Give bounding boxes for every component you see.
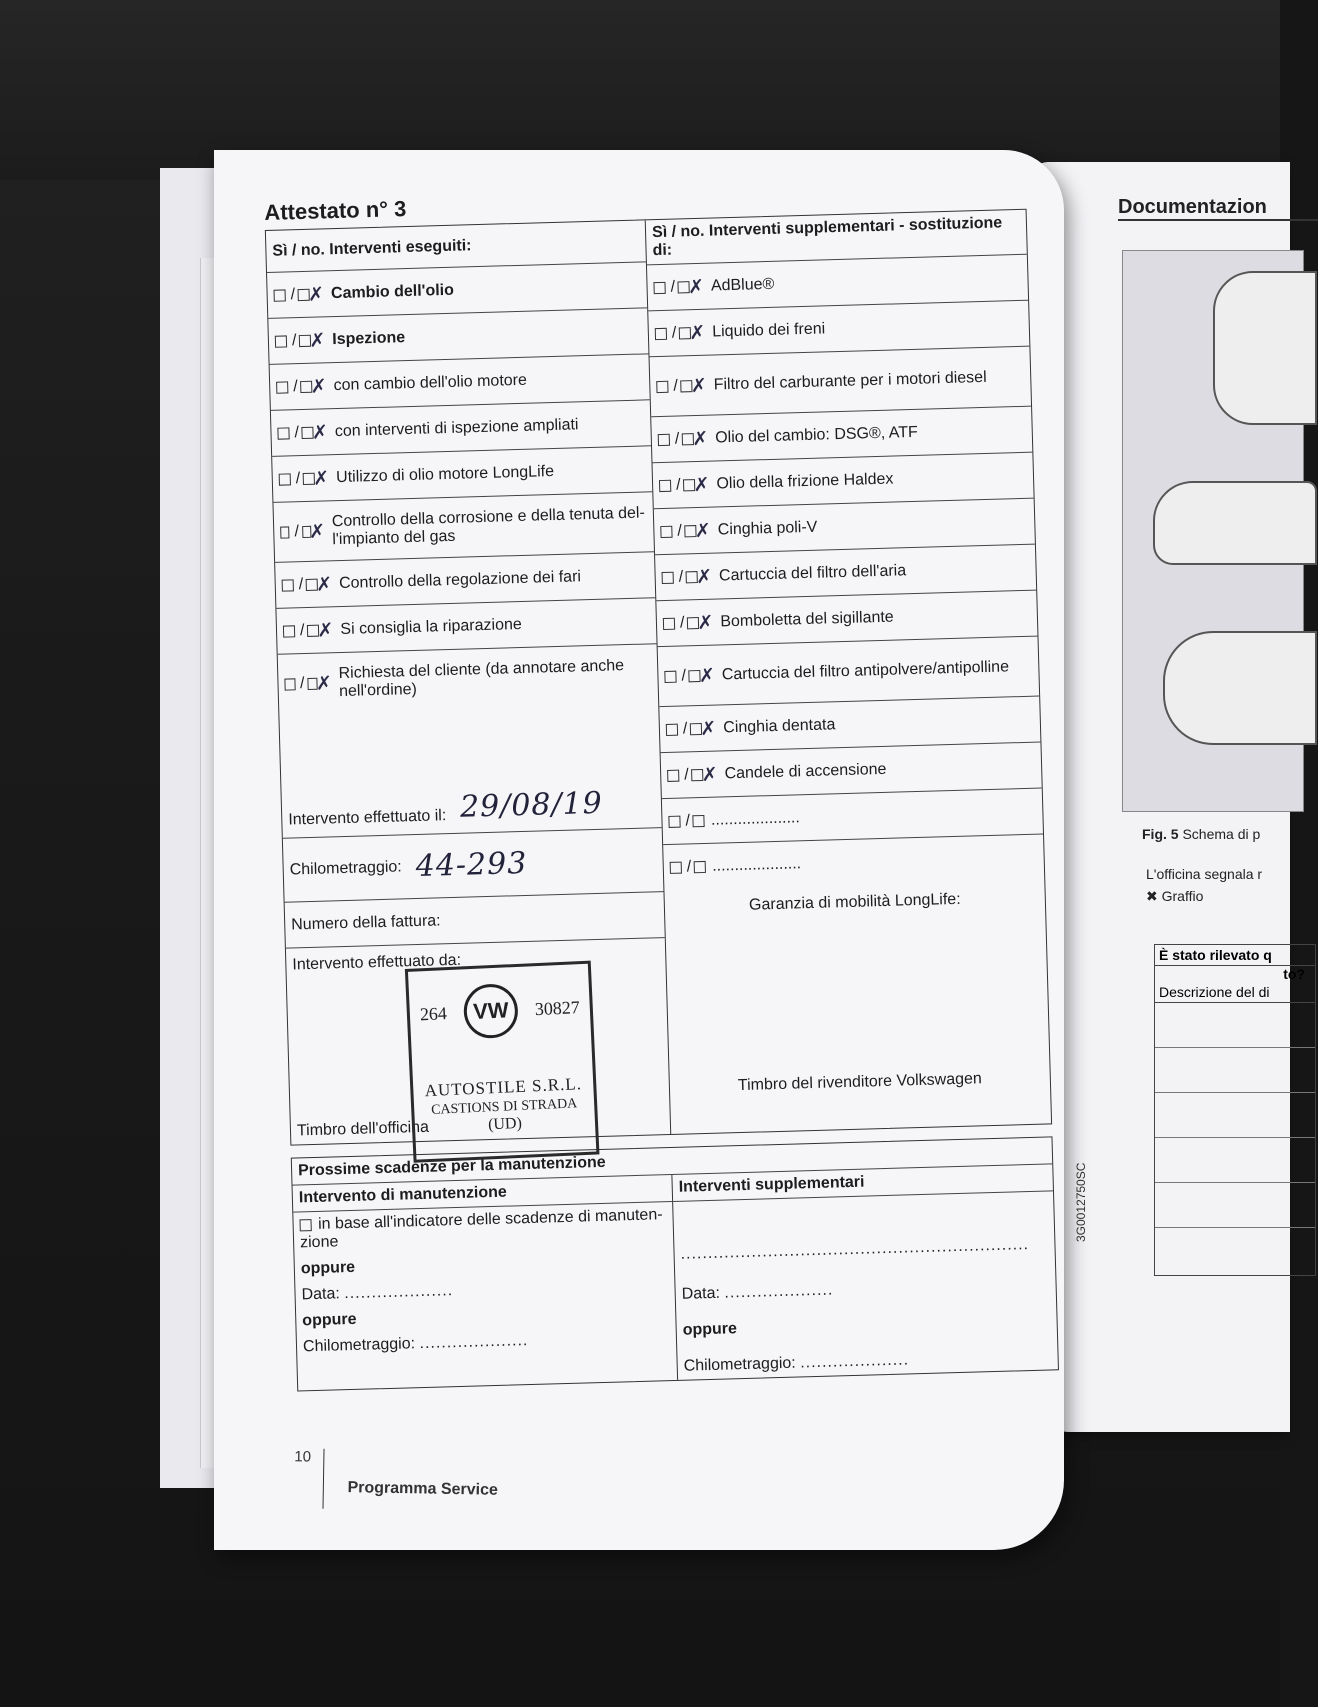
checklist-item-label: Ispezione (332, 328, 406, 348)
workshop-stamp (405, 961, 600, 1163)
checkbox-yes-icon[interactable] (659, 479, 671, 491)
checklist-item (273, 492, 654, 563)
oppure-2: oppure (302, 1310, 357, 1330)
checkbox-icon (299, 1219, 311, 1231)
damage-line (1155, 1048, 1315, 1093)
checkbox-yes-icon[interactable] (279, 473, 291, 485)
slash-separator: / (292, 377, 298, 395)
checklist-item-label: Cartuccia del filtro antipolvere/antipolline (721, 657, 1010, 683)
right-text-1: L'officina segnala r (1146, 866, 1263, 882)
handwritten-check-icon: ✗ (690, 374, 708, 397)
checkbox-no-icon[interactable] (694, 861, 706, 873)
slash-separator: / (295, 469, 301, 487)
mobility-cell (664, 880, 1050, 1101)
checklist-item-label: con cambio dell'olio motore (333, 371, 528, 394)
slash-separator: / (675, 475, 681, 494)
checkbox-yes-icon[interactable] (662, 571, 674, 583)
handwritten-check-icon: ✗ (315, 572, 333, 596)
checkbox-yes-icon[interactable] (273, 289, 285, 301)
handwritten-check-icon: ✗ (700, 717, 717, 740)
maintenance-sub-head: Intervento di manutenzione (293, 1175, 673, 1213)
car-top-icon (1163, 631, 1317, 745)
checkbox-yes-icon[interactable] (276, 381, 288, 393)
damage-line (1155, 1003, 1315, 1048)
dealer-stamp-label: Timbro del rivenditore Volkswagen (737, 1070, 983, 1095)
checkbox-yes-icon[interactable] (653, 281, 665, 293)
left-column (266, 220, 671, 1144)
checklist-item-label: Richiesta del cliente (da annotare anche nell'ordine) (338, 657, 625, 701)
right-text-2: ✖ Graffio (1146, 888, 1204, 904)
checklist-item-label: AdBlue® (710, 275, 775, 295)
next-maintenance-section (291, 1136, 1059, 1391)
date-cell (279, 704, 661, 839)
handwritten-check-icon: ✗ (695, 565, 713, 588)
checkbox-yes-icon[interactable] (658, 433, 670, 445)
damage-box-head2: to? (1283, 966, 1305, 982)
checklist-item-label: Candele di accensione (724, 760, 887, 782)
next-date: Data: .................... (301, 1282, 454, 1304)
right-column (646, 210, 1051, 1134)
stamp-left-number: 264 (419, 1002, 448, 1024)
checklist-item-label: Cambio dell'olio (330, 281, 455, 302)
checklist-item-label: .................... (711, 855, 802, 875)
slash-separator: / (670, 278, 676, 296)
handwritten-check-icon: ✗ (308, 519, 326, 543)
slash-separator: / (294, 423, 300, 441)
indicator-option: in base all'indicatore delle scadenze di manuten-zione (299, 1206, 663, 1252)
workshop-cell (286, 938, 670, 1145)
checkbox-yes-icon[interactable] (660, 525, 672, 537)
checklist-item-label: Olio della frizione Haldex (716, 470, 894, 492)
left-items (267, 262, 658, 714)
right-page (1030, 162, 1305, 1432)
checkbox-yes-icon[interactable] (282, 579, 294, 591)
checkbox-yes-icon[interactable] (667, 769, 679, 781)
page-footer (293, 1448, 498, 1512)
checkbox-no-icon[interactable] (693, 814, 705, 826)
invoice-label: Numero della fattura: (291, 911, 441, 934)
handwritten-check-icon: ✗ (701, 763, 718, 786)
car-rear-icon (1213, 271, 1317, 425)
right-items (647, 255, 1044, 891)
stamp-right-number: 30827 (534, 996, 581, 1019)
handwritten-check-icon: ✗ (687, 275, 705, 298)
right-page-title: Documentazion (1118, 196, 1318, 221)
checklist-item-label: Utilizzo di olio motore LongLife (335, 462, 555, 486)
slash-separator: / (682, 719, 688, 738)
slash-separator: / (298, 575, 304, 593)
next-km: Chilometraggio: .................... (302, 1332, 529, 1356)
date-handwritten: 29/08/19 (459, 785, 604, 825)
stamp-city: CASTIONS DI STRADA (430, 1096, 578, 1118)
stamp-name: AUTOSTILE S.R.L. (424, 1074, 583, 1101)
checklist-item (278, 644, 659, 715)
next-maintenance-left (293, 1175, 679, 1391)
slash-separator: / (679, 613, 685, 632)
checklist-item-label: Filtro del carburante per i motori diesel (713, 368, 987, 394)
checklist-item-label: Olio del cambio: DSG®, ATF (714, 423, 919, 446)
slash-separator: / (671, 324, 677, 342)
checkbox-yes-icon[interactable] (280, 526, 290, 538)
slash-separator: / (673, 377, 679, 395)
handwritten-check-icon: ✗ (312, 466, 330, 490)
supp-date: Data: .................... (681, 1281, 834, 1303)
slash-separator: / (290, 285, 296, 303)
service-booklet-page (214, 150, 1064, 1550)
handwritten-check-icon: ✗ (307, 282, 325, 306)
stamp-province: (UD) (487, 1114, 523, 1134)
car-diagram (1122, 250, 1304, 812)
checkbox-yes-icon[interactable] (277, 427, 289, 439)
right-column-head: Sì / no. Interventi supplementari - sostituzione di: (646, 210, 1027, 266)
checklist-item (658, 637, 1040, 708)
handwritten-check-icon: ✗ (694, 519, 712, 542)
damage-box (1154, 944, 1316, 1276)
checkbox-yes-icon[interactable] (283, 625, 295, 637)
checklist-item-label: Si consiglia la riparazione (340, 615, 522, 638)
page-number: 10 (293, 1448, 324, 1509)
checklist-item-label: Controllo della corrosione e della tenuta del-l'impianto del gas (331, 503, 646, 548)
oppure-3: oppure (682, 1320, 738, 1339)
damage-line (1155, 1183, 1315, 1228)
checkbox-yes-icon[interactable] (666, 723, 678, 735)
page-title: Attestato n° 3 (264, 196, 407, 225)
slash-separator: / (291, 331, 297, 349)
page-content (264, 179, 1057, 1392)
slash-separator: / (677, 521, 683, 540)
handwritten-check-icon: ✗ (693, 473, 710, 496)
date-label: Intervento effettuato il: (288, 807, 447, 829)
checklist-item-label: Liquido dei freni (711, 319, 826, 341)
damage-line (1155, 1138, 1315, 1183)
service-grid (265, 209, 1052, 1146)
handwritten-check-icon: ✗ (315, 672, 333, 695)
checklist-item-label: Cinghia dentata (723, 715, 836, 736)
handwritten-check-icon: ✗ (698, 664, 716, 687)
left-column-head: Sì / no. Interventi eseguiti: (266, 220, 646, 273)
figure-caption: Fig. 5 Schema di p (1142, 826, 1261, 842)
footer-text: Programma Service (347, 1479, 498, 1499)
checkbox-yes-icon[interactable] (670, 862, 682, 874)
checkbox-yes-icon[interactable] (664, 670, 676, 682)
workshop-stamp-label: Timbro dell'officina (296, 1118, 430, 1140)
document-code: 3G0012750SC (1074, 1162, 1088, 1242)
damage-box-head: È stato rilevato q (1155, 945, 1315, 966)
checkbox-yes-icon[interactable] (275, 335, 287, 347)
checkbox-yes-icon[interactable] (663, 617, 675, 629)
km-cell (283, 828, 664, 903)
handwritten-check-icon: ✗ (311, 420, 329, 444)
car-side-icon (1153, 481, 1317, 565)
slash-separator: / (678, 567, 684, 586)
checklist-item-label: Cartuccia del filtro dell'aria (718, 561, 907, 584)
checklist-item-label: .................... (710, 808, 801, 829)
slash-separator: / (299, 621, 305, 639)
next-maintenance-head: Prossime scadenze per la manutenzione (292, 1137, 1052, 1185)
checklist-item (650, 347, 1032, 418)
supplementary-sub-head: Interventi supplementari (672, 1164, 1053, 1202)
checklist-item-label: Cinghia poli-V (717, 518, 818, 538)
supplementary-line: ................................................................ (680, 1236, 1030, 1263)
slash-separator: / (674, 430, 680, 448)
damage-line (1155, 1093, 1315, 1138)
checkbox-yes-icon[interactable] (284, 678, 295, 690)
performed-by-label: Intervento effettuato da: (292, 951, 462, 974)
checklist-item-label: con interventi di ispezione ampliati (334, 415, 579, 440)
next-maintenance-right (672, 1164, 1058, 1380)
km-label: Chilometraggio: (289, 857, 402, 879)
handwritten-check-icon: ✗ (310, 374, 327, 398)
slash-separator: / (294, 522, 300, 540)
handwritten-check-icon: ✗ (689, 321, 706, 344)
handwritten-check-icon: ✗ (691, 427, 709, 450)
slash-separator: / (686, 858, 692, 876)
damage-box-desc: Descrizione del di (1155, 982, 1315, 1003)
slash-separator: / (299, 675, 305, 693)
checkbox-yes-icon[interactable] (668, 815, 680, 827)
checkbox-yes-icon[interactable] (656, 380, 668, 392)
handwritten-check-icon: ✗ (309, 328, 326, 352)
km-handwritten: 44-293 (415, 845, 528, 885)
oppure-1: oppure (300, 1258, 356, 1278)
slash-separator: / (683, 765, 689, 783)
slash-separator: / (681, 666, 687, 685)
supp-km: Chilometraggio: .................... (683, 1351, 910, 1375)
mobility-label: Garanzia di mobilità LongLife: (748, 890, 961, 914)
checklist-item-label: Controllo della regolazione dei fari (338, 567, 582, 592)
checkbox-yes-icon[interactable] (655, 327, 667, 339)
handwritten-check-icon: ✗ (317, 618, 334, 642)
slash-separator: / (685, 811, 691, 829)
handwritten-check-icon: ✗ (697, 611, 714, 634)
checklist-item-label: Bomboletta del sigillante (720, 608, 894, 630)
vw-logo-icon: VW (463, 983, 519, 1039)
